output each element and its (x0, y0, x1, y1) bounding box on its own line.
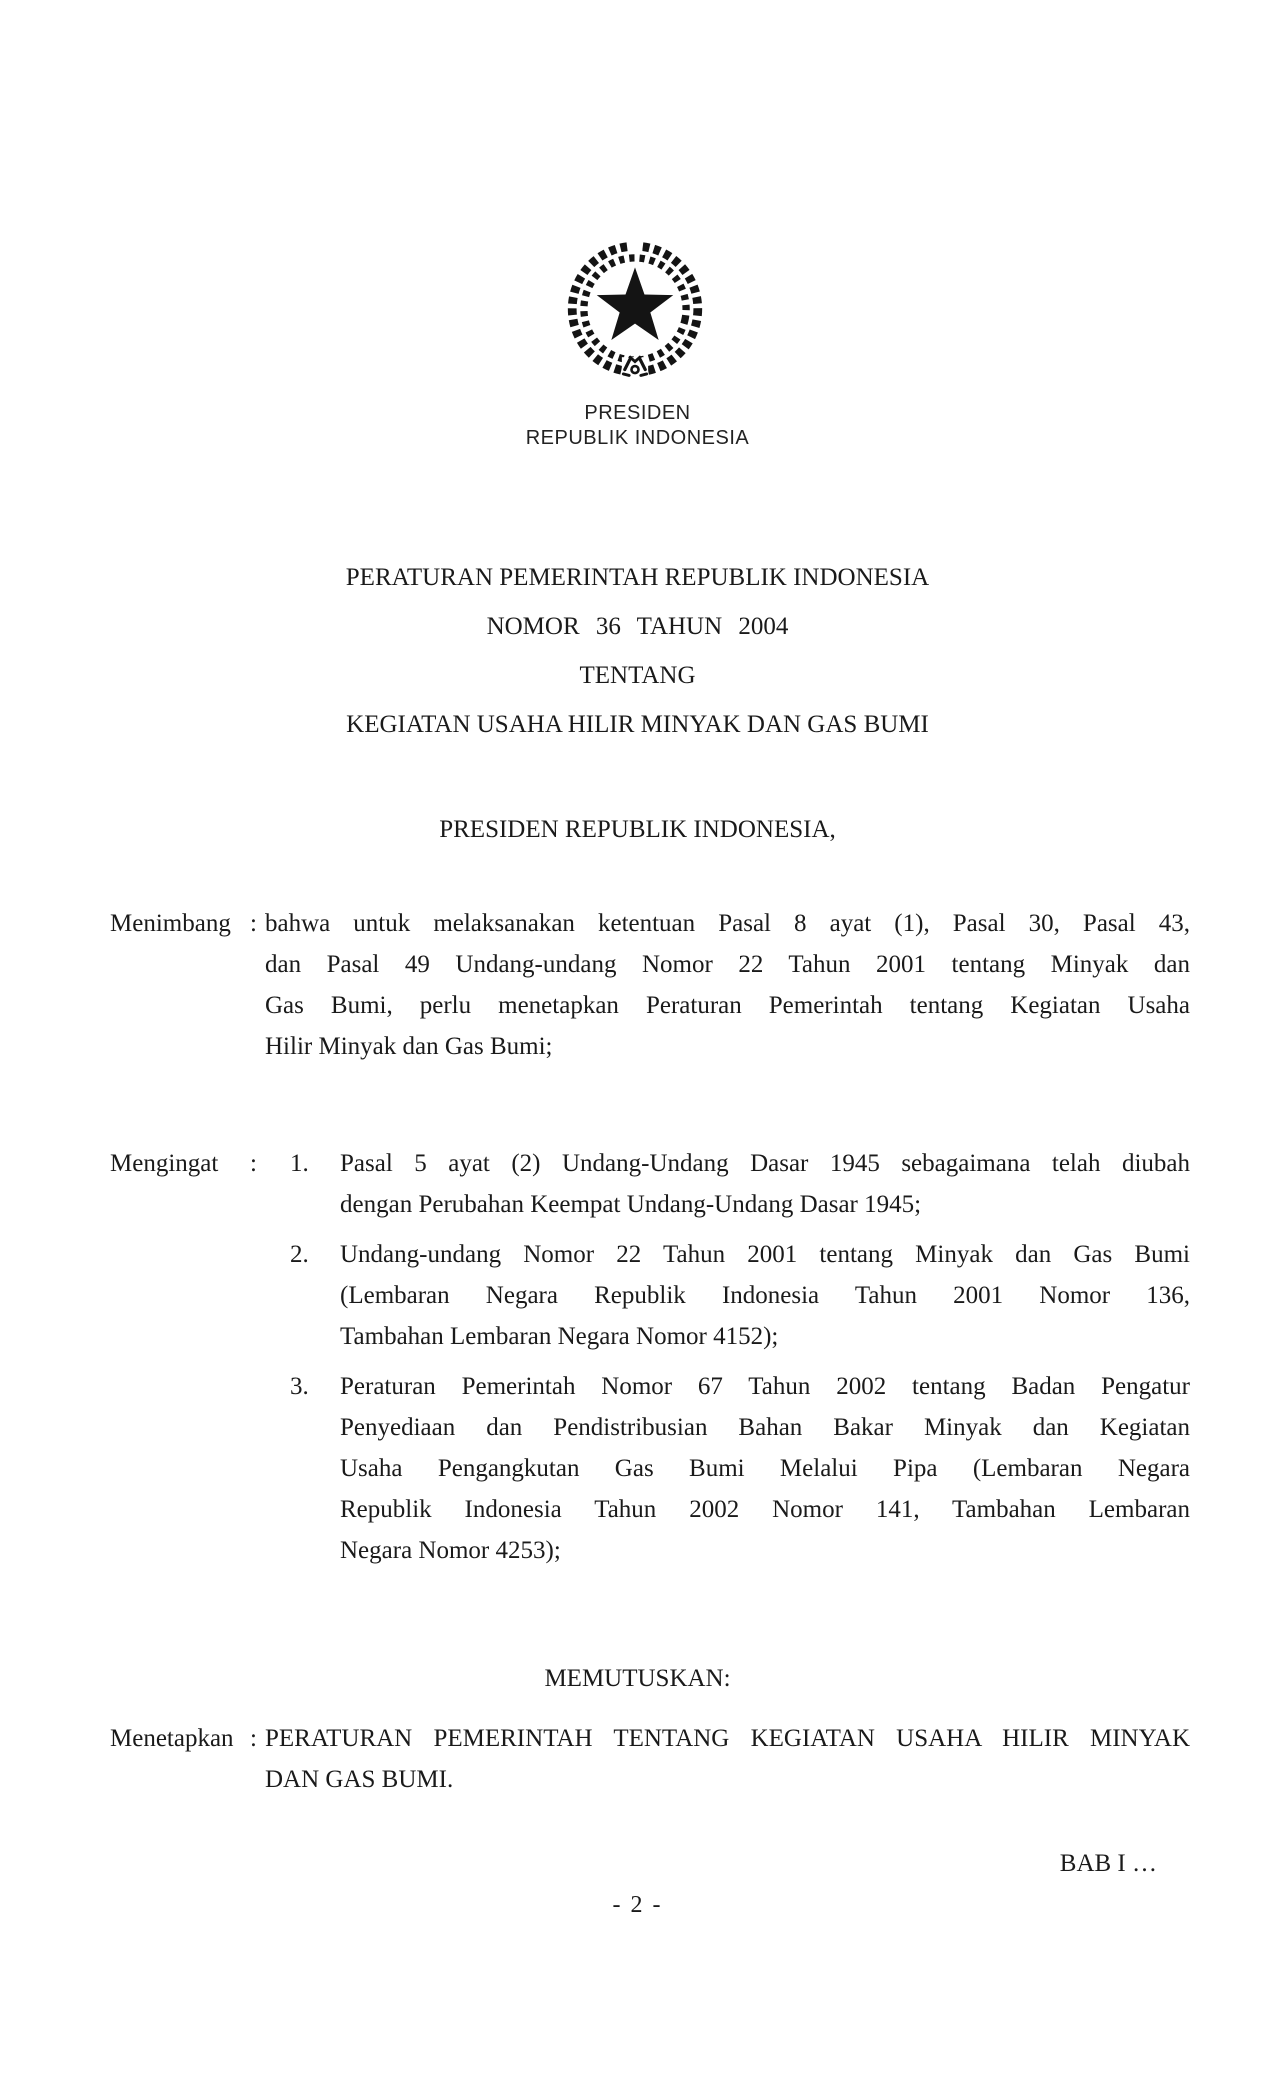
text-line: Republik Indonesia Tahun 2002 Nomor 141, Tambahan Lembaran (340, 1496, 1190, 1523)
text-line: dan Pasal 49 Undang-undang Nomor 22 Tahun 2001 tentang Minyak dan (265, 951, 1190, 978)
list-item-text (340, 1366, 1190, 1571)
text-line: Pasal 5 ayat (2) Undang-Undang Dasar 1945 sebagaimana telah diubah (340, 1150, 1190, 1177)
list-item-text (340, 1234, 1190, 1357)
text-line: Usaha Pengangkutan Gas Bumi Melalui Pipa (Lembaran Negara (340, 1455, 1190, 1482)
text-line: Negara Nomor 4253); (340, 1537, 561, 1564)
text-line: PERATURAN PEMERINTAH TENTANG KEGIATAN USAHA HILIR MINYAK (265, 1725, 1190, 1752)
list-item (265, 1143, 1190, 1225)
text-line: bahwa untuk melaksanakan ketentuan Pasal 8 ayat (1), Pasal 30, Pasal 43, (265, 910, 1190, 937)
list-item-number: 1. (290, 1150, 309, 1177)
mengingat-colon: : (250, 1150, 257, 1177)
menimbang-colon: : (250, 910, 257, 937)
menetapkan-label: Menetapkan (110, 1725, 234, 1752)
list-item (265, 1234, 1190, 1357)
text-line: (Lembaran Negara Republik Indonesia Tahun 2001 Nomor 136, (340, 1282, 1190, 1309)
title-line-number: NOMOR 36 TAHUN 2004 (486, 613, 789, 640)
text-line: Tambahan Lembaran Negara Nomor 4152); (340, 1323, 779, 1350)
list-item (265, 1366, 1190, 1571)
letterhead-line-republik-indonesia: REPUBLIK INDONESIA (525, 427, 750, 449)
title-line-tentang: TENTANG (579, 662, 696, 689)
title-line-subject: KEGIATAN USAHA HILIR MINYAK DAN GAS BUMI (346, 711, 929, 738)
list-item-number: 3. (290, 1373, 309, 1400)
list-item-number: 2. (290, 1241, 309, 1268)
menimbang-label: Menimbang (110, 910, 231, 937)
text-line: Hilir Minyak dan Gas Bumi; (265, 1033, 553, 1060)
list-item-text (340, 1143, 1190, 1225)
letterhead-line-presiden: PRESIDEN (584, 402, 691, 424)
section-mengingat (110, 1143, 1190, 1571)
page-number: - 2 - (612, 1892, 663, 1918)
menetapkan-label-cell (110, 1718, 265, 1800)
section-menimbang (110, 903, 1190, 1067)
memutuskan-heading: MEMUTUSKAN: (544, 1665, 731, 1692)
text-line: dengan Perubahan Keempat Undang-Undang Dasar 1945; (340, 1191, 922, 1218)
salutation: PRESIDEN REPUBLIK INDONESIA, (439, 816, 836, 843)
mengingat-list (265, 1143, 1190, 1571)
menimbang-label-cell (110, 903, 265, 1067)
menetapkan-colon: : (250, 1725, 257, 1752)
mengingat-label-cell (110, 1143, 265, 1571)
catchword: BAB I … (1059, 1850, 1157, 1877)
text-line: Gas Bumi, perlu menetapkan Peraturan Pemerintah tentang Kegiatan Usaha (265, 992, 1190, 1019)
text-line: DAN GAS BUMI. (265, 1766, 454, 1793)
menimbang-text (265, 903, 1190, 1067)
text-line: Penyediaan dan Pendistribusian Bahan Bakar Minyak dan Kegiatan (340, 1414, 1190, 1441)
star-wreath-emblem-icon (557, 236, 713, 382)
title-line-1: PERATURAN PEMERINTAH REPUBLIK INDONESIA (345, 564, 930, 591)
menetapkan-text (265, 1718, 1190, 1800)
letterhead (0, 401, 1275, 451)
section-menetapkan (110, 1718, 1190, 1800)
text-line: Peraturan Pemerintah Nomor 67 Tahun 2002 tentang Badan Pengatur (340, 1373, 1190, 1400)
text-line: Undang-undang Nomor 22 Tahun 2001 tentang Minyak dan Gas Bumi (340, 1241, 1190, 1268)
mengingat-label: Mengingat (110, 1150, 219, 1177)
regulation-title (0, 553, 1275, 749)
